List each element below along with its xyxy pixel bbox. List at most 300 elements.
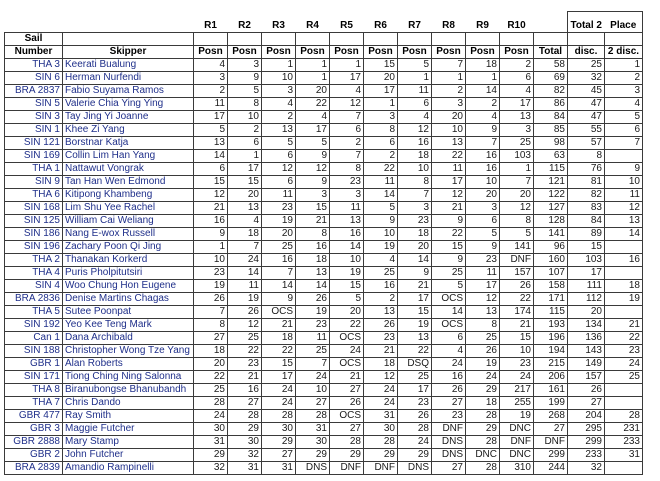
race-position-cell: 255 bbox=[500, 397, 534, 410]
place-2-disc-cell: 28 bbox=[605, 410, 643, 423]
race-label: R5 bbox=[330, 12, 364, 33]
race-position-cell: 21 bbox=[330, 371, 364, 384]
sail-number-cell: SIN 186 bbox=[5, 228, 63, 241]
total-2-disc-cell: 204 bbox=[568, 410, 605, 423]
total-2-disc-cell: 17 bbox=[568, 267, 605, 280]
place-2-disc-cell: 5 bbox=[605, 111, 643, 124]
total-2-disc-cell: 55 bbox=[568, 124, 605, 137]
total-cell: 86 bbox=[534, 98, 568, 111]
race-label: R6 bbox=[364, 12, 398, 33]
results-table bbox=[4, 11, 643, 475]
race-position-cell: 19 bbox=[330, 267, 364, 280]
sail-number-cell: GBR 2888 bbox=[5, 436, 63, 449]
race-position-cell: 27 bbox=[432, 462, 466, 475]
race-position-cell: 16 bbox=[432, 371, 466, 384]
race-position-cell: 19 bbox=[398, 319, 432, 332]
race-position-cell: 24 bbox=[398, 436, 432, 449]
sail-number-cell: BRA 2837 bbox=[5, 85, 63, 98]
place-2-disc-cell bbox=[605, 150, 643, 163]
race-position-cell: 7 bbox=[432, 59, 466, 72]
race-position-cell: OCS bbox=[330, 410, 364, 423]
sail-header-line2: Number bbox=[5, 46, 63, 59]
total-cell: 161 bbox=[534, 384, 568, 397]
table-row bbox=[5, 280, 643, 293]
race-position-cell: 1 bbox=[330, 59, 364, 72]
race-position-cell: 20 bbox=[228, 189, 262, 202]
race-position-cell: 14 bbox=[330, 241, 364, 254]
race-position-cell: 4 bbox=[500, 85, 534, 98]
race-position-cell: 24 bbox=[228, 254, 262, 267]
table-row bbox=[5, 254, 643, 267]
race-position-cell: 6 bbox=[432, 332, 466, 345]
race-position-cell: 7 bbox=[228, 241, 262, 254]
total-cell: 193 bbox=[534, 319, 568, 332]
table-row bbox=[5, 358, 643, 371]
sail-number-cell: GBR 3 bbox=[5, 423, 63, 436]
race-position-cell: 3 bbox=[194, 72, 228, 85]
race-position-cell: 19 bbox=[262, 215, 296, 228]
race-position-cell: 29 bbox=[228, 423, 262, 436]
race-position-cell: 27 bbox=[330, 423, 364, 436]
total-cell: DNF bbox=[534, 436, 568, 449]
race-position-cell: 12 bbox=[466, 293, 500, 306]
race-position-cell: 17 bbox=[432, 176, 466, 189]
race-position-cell: 4 bbox=[194, 59, 228, 72]
race-position-cell: 13 bbox=[466, 306, 500, 319]
race-position-cell: 12 bbox=[296, 163, 330, 176]
sail-number-cell: THA 5 bbox=[5, 306, 63, 319]
table-row bbox=[5, 163, 643, 176]
sail-number-cell: SIN 171 bbox=[5, 371, 63, 384]
race-position-cell: OCS bbox=[330, 332, 364, 345]
race-position-cell: DNF bbox=[364, 462, 398, 475]
race-position-cell: 9 bbox=[466, 124, 500, 137]
place-2-disc-cell bbox=[605, 397, 643, 410]
race-position-cell: 6 bbox=[398, 98, 432, 111]
race-position-cell: 16 bbox=[466, 150, 500, 163]
skipper-cell: Chris Dando bbox=[63, 397, 194, 410]
race-position-cell: OCS bbox=[432, 293, 466, 306]
race-position-cell: DSQ bbox=[398, 358, 432, 371]
race-position-cell: 27 bbox=[432, 397, 466, 410]
table-row bbox=[5, 384, 643, 397]
race-position-cell: 21 bbox=[194, 202, 228, 215]
skipper-cell: Alan Roberts bbox=[63, 358, 194, 371]
table-row bbox=[5, 85, 643, 98]
race-position-cell: 5 bbox=[364, 202, 398, 215]
sail-number-cell: SIN 192 bbox=[5, 319, 63, 332]
total-cell: 121 bbox=[534, 176, 568, 189]
race-position-cell: 24 bbox=[432, 358, 466, 371]
race-position-cell: 26 bbox=[466, 345, 500, 358]
total-cell: 128 bbox=[534, 215, 568, 228]
skipper-cell: Amandio Rampinelli bbox=[63, 462, 194, 475]
race-position-cell: 13 bbox=[296, 267, 330, 280]
race-position-cell: 22 bbox=[500, 293, 534, 306]
race-position-cell: 8 bbox=[500, 215, 534, 228]
table-row bbox=[5, 137, 643, 150]
total-cell: 160 bbox=[534, 254, 568, 267]
race-position-cell: 14 bbox=[228, 267, 262, 280]
race-position-cell: 16 bbox=[398, 137, 432, 150]
race-position-cell: 28 bbox=[364, 436, 398, 449]
race-position-cell: 1 bbox=[228, 150, 262, 163]
place-header-line2: 2 disc. bbox=[605, 46, 643, 59]
race-position-cell: 28 bbox=[228, 410, 262, 423]
race-position-cell: 31 bbox=[364, 410, 398, 423]
race-position-cell: 16 bbox=[330, 228, 364, 241]
race-position-cell: 5 bbox=[228, 85, 262, 98]
race-position-cell: 26 bbox=[364, 319, 398, 332]
race-position-cell: 20 bbox=[194, 358, 228, 371]
race-label: R2 bbox=[228, 12, 262, 33]
total-cell: 171 bbox=[534, 293, 568, 306]
place-2-disc-cell: 18 bbox=[605, 280, 643, 293]
race-position-cell: 26 bbox=[500, 280, 534, 293]
race-position-cell: DNC bbox=[500, 449, 534, 462]
race-position-cell: 13 bbox=[364, 306, 398, 319]
race-position-cell: 11 bbox=[364, 176, 398, 189]
total-2-disc-cell: 25 bbox=[568, 59, 605, 72]
place-2-disc-cell: 7 bbox=[605, 137, 643, 150]
race-position-cell: 7 bbox=[262, 267, 296, 280]
race-position-cell: 18 bbox=[262, 332, 296, 345]
table-row bbox=[5, 72, 643, 85]
race-position-cell: 10 bbox=[228, 111, 262, 124]
column-header-row-2 bbox=[5, 46, 643, 59]
race-position-cell: 11 bbox=[398, 85, 432, 98]
race-position-cell: 15 bbox=[194, 176, 228, 189]
place-2-disc-cell: 21 bbox=[605, 319, 643, 332]
total-2-disc-cell: 136 bbox=[568, 332, 605, 345]
race-position-cell: 21 bbox=[296, 215, 330, 228]
race-position-cell: 29 bbox=[194, 449, 228, 462]
race-position-cell: 3 bbox=[228, 59, 262, 72]
place-2-disc-cell bbox=[605, 306, 643, 319]
race-position-cell: 13 bbox=[432, 137, 466, 150]
race-position-cell: 24 bbox=[194, 410, 228, 423]
race-position-cell: 2 bbox=[194, 85, 228, 98]
race-position-cell: 22 bbox=[296, 98, 330, 111]
race-position-cell: 13 bbox=[262, 124, 296, 137]
place-2-disc-cell: 14 bbox=[605, 228, 643, 241]
race-position-cell: 25 bbox=[398, 371, 432, 384]
table-row bbox=[5, 332, 643, 345]
table-row bbox=[5, 150, 643, 163]
race-position-cell: 12 bbox=[228, 319, 262, 332]
race-position-cell: 10 bbox=[364, 228, 398, 241]
race-position-cell: 25 bbox=[500, 137, 534, 150]
race-position-cell: 28 bbox=[398, 423, 432, 436]
race-position-cell: 18 bbox=[466, 59, 500, 72]
race-position-cell: 1 bbox=[398, 72, 432, 85]
race-position-cell: 16 bbox=[262, 254, 296, 267]
race-position-cell: 12 bbox=[500, 202, 534, 215]
race-position-cell: 7 bbox=[500, 176, 534, 189]
skipper-cell: John Futcher bbox=[63, 449, 194, 462]
total-2-disc-cell: 45 bbox=[568, 85, 605, 98]
total-2-disc-cell: 76 bbox=[568, 163, 605, 176]
total-cell: 58 bbox=[534, 59, 568, 72]
race-position-cell: 4 bbox=[466, 111, 500, 124]
table-row bbox=[5, 319, 643, 332]
place-2-disc-cell: 2 bbox=[605, 72, 643, 85]
race-position-cell: 20 bbox=[398, 241, 432, 254]
race-position-cell: 9 bbox=[194, 228, 228, 241]
race-position-cell: 5 bbox=[262, 137, 296, 150]
total-2-disc-cell: 8 bbox=[568, 150, 605, 163]
table-row bbox=[5, 124, 643, 137]
race-position-cell: 23 bbox=[432, 410, 466, 423]
total-2-disc-cell: 149 bbox=[568, 358, 605, 371]
race-position-cell: 12 bbox=[262, 163, 296, 176]
race-position-cell: 23 bbox=[364, 332, 398, 345]
race-position-cell: 15 bbox=[228, 176, 262, 189]
race-position-cell: 22 bbox=[398, 345, 432, 358]
race-position-cell: 157 bbox=[500, 267, 534, 280]
race-position-cell: 23 bbox=[398, 215, 432, 228]
total-2-disc-cell: 47 bbox=[568, 111, 605, 124]
race-position-cell: 16 bbox=[364, 280, 398, 293]
total-2-disc-cell: 57 bbox=[568, 137, 605, 150]
race-position-cell: 11 bbox=[228, 280, 262, 293]
place-2-disc-cell: 1 bbox=[605, 59, 643, 72]
posn-header: Posn bbox=[262, 46, 296, 59]
race-position-cell: 12 bbox=[330, 98, 364, 111]
race-position-cell: 12 bbox=[398, 124, 432, 137]
race-position-cell: 25 bbox=[432, 267, 466, 280]
race-position-cell: 27 bbox=[228, 397, 262, 410]
table-row bbox=[5, 59, 643, 72]
race-position-cell: 2 bbox=[228, 124, 262, 137]
race-position-cell: 19 bbox=[194, 280, 228, 293]
race-position-cell: 23 bbox=[466, 254, 500, 267]
race-position-cell: 19 bbox=[296, 306, 330, 319]
race-position-cell: 15 bbox=[364, 59, 398, 72]
race-position-cell: 2 bbox=[466, 98, 500, 111]
race-position-cell: 29 bbox=[296, 449, 330, 462]
sail-number-cell: THA 8 bbox=[5, 384, 63, 397]
race-position-cell: 15 bbox=[398, 306, 432, 319]
race-position-cell: 4 bbox=[262, 98, 296, 111]
race-position-cell: DNS bbox=[398, 462, 432, 475]
race-position-cell: 25 bbox=[194, 384, 228, 397]
race-position-cell: 6 bbox=[262, 176, 296, 189]
race-position-cell: 28 bbox=[466, 436, 500, 449]
race-position-cell: 20 bbox=[296, 85, 330, 98]
sail-number-cell: SIN 168 bbox=[5, 202, 63, 215]
race-position-cell: 5 bbox=[330, 293, 364, 306]
race-position-cell: 14 bbox=[364, 189, 398, 202]
total-cell: 194 bbox=[534, 345, 568, 358]
race-position-cell: 12 bbox=[432, 189, 466, 202]
race-position-cell: 28 bbox=[466, 462, 500, 475]
sail-number-cell: THA 3 bbox=[5, 59, 63, 72]
race-position-cell: 28 bbox=[296, 410, 330, 423]
race-position-cell: DNF bbox=[432, 423, 466, 436]
race-position-cell: 3 bbox=[432, 98, 466, 111]
race-position-cell: 1 bbox=[432, 72, 466, 85]
skipper-cell: Nang E-wox Russell bbox=[63, 228, 194, 241]
race-position-cell: 22 bbox=[364, 163, 398, 176]
posn-header: Posn bbox=[364, 46, 398, 59]
skipper-cell: Denise Martins Chagas bbox=[63, 293, 194, 306]
race-position-cell: 9 bbox=[262, 293, 296, 306]
total-2-disc-cell: 233 bbox=[568, 449, 605, 462]
race-position-cell: 25 bbox=[262, 241, 296, 254]
race-position-cell: DNS bbox=[296, 462, 330, 475]
race-position-cell: 18 bbox=[398, 150, 432, 163]
race-position-cell: 17 bbox=[262, 371, 296, 384]
race-position-cell: 24 bbox=[500, 371, 534, 384]
race-position-cell: OCS bbox=[262, 306, 296, 319]
race-position-cell: 15 bbox=[432, 241, 466, 254]
race-position-cell: 17 bbox=[500, 98, 534, 111]
race-position-cell: 5 bbox=[296, 137, 330, 150]
race-position-cell: 22 bbox=[194, 371, 228, 384]
race-position-cell: 23 bbox=[262, 202, 296, 215]
race-position-cell: 10 bbox=[398, 163, 432, 176]
race-position-cell: 1 bbox=[364, 98, 398, 111]
sail-number-cell: SIN 1 bbox=[5, 124, 63, 137]
race-position-cell: 4 bbox=[364, 254, 398, 267]
race-position-cell: 11 bbox=[432, 163, 466, 176]
total-cell: 69 bbox=[534, 72, 568, 85]
table-row bbox=[5, 410, 643, 423]
race-position-cell: 8 bbox=[194, 319, 228, 332]
race-position-cell: DNF bbox=[500, 436, 534, 449]
total-cell: 206 bbox=[534, 371, 568, 384]
race-position-cell: 13 bbox=[330, 215, 364, 228]
race-position-cell: 9 bbox=[432, 254, 466, 267]
total-2-disc-cell: 111 bbox=[568, 280, 605, 293]
total-cell: 63 bbox=[534, 150, 568, 163]
race-position-cell: 12 bbox=[364, 371, 398, 384]
race-position-cell: 21 bbox=[364, 345, 398, 358]
total-cell: 84 bbox=[534, 111, 568, 124]
race-position-cell: 11 bbox=[296, 332, 330, 345]
total-2-disc-cell: 89 bbox=[568, 228, 605, 241]
race-position-cell: 25 bbox=[466, 332, 500, 345]
table-row bbox=[5, 176, 643, 189]
total-2-disc-cell: 134 bbox=[568, 319, 605, 332]
race-position-cell: 31 bbox=[194, 436, 228, 449]
race-position-cell: 6 bbox=[364, 137, 398, 150]
race-position-cell: 21 bbox=[500, 319, 534, 332]
total-2-disc-cell: 81 bbox=[568, 176, 605, 189]
skipper-cell: Christopher Wong Tze Yang bbox=[63, 345, 194, 358]
race-position-cell: 29 bbox=[330, 449, 364, 462]
posn-header: Posn bbox=[330, 46, 364, 59]
race-position-cell: 20 bbox=[262, 228, 296, 241]
race-position-cell: 26 bbox=[228, 306, 262, 319]
race-position-cell: 2 bbox=[330, 137, 364, 150]
race-position-cell: 10 bbox=[262, 72, 296, 85]
posn-header: Posn bbox=[432, 46, 466, 59]
race-position-cell: 14 bbox=[194, 150, 228, 163]
race-position-cell: 2 bbox=[364, 293, 398, 306]
skipper-cell: William Cai Weliang bbox=[63, 215, 194, 228]
race-position-cell: 27 bbox=[296, 397, 330, 410]
race-position-cell: 8 bbox=[398, 176, 432, 189]
race-position-cell: 11 bbox=[262, 189, 296, 202]
place-2-disc-cell: 22 bbox=[605, 332, 643, 345]
race-position-cell: 19 bbox=[500, 410, 534, 423]
race-position-cell: 24 bbox=[262, 384, 296, 397]
race-position-cell: 12 bbox=[194, 189, 228, 202]
race-position-cell: 7 bbox=[330, 150, 364, 163]
total-cell: 98 bbox=[534, 137, 568, 150]
skipper-cell: Borstnar Katja bbox=[63, 137, 194, 150]
place-2-disc-cell: 31 bbox=[605, 449, 643, 462]
table-row bbox=[5, 397, 643, 410]
race-position-cell: 6 bbox=[262, 150, 296, 163]
total-cell: 85 bbox=[534, 124, 568, 137]
total-2-disc-cell: 299 bbox=[568, 436, 605, 449]
race-position-cell: 10 bbox=[500, 345, 534, 358]
race-position-cell: 14 bbox=[466, 85, 500, 98]
total-2-disc-cell: 157 bbox=[568, 371, 605, 384]
race-position-cell: 17 bbox=[398, 384, 432, 397]
posn-header: Posn bbox=[228, 46, 262, 59]
race-position-cell: 6 bbox=[500, 72, 534, 85]
table-row bbox=[5, 423, 643, 436]
sail-number-cell: SIN 196 bbox=[5, 241, 63, 254]
race-position-cell: 18 bbox=[296, 254, 330, 267]
total-2-disc-cell: 32 bbox=[568, 72, 605, 85]
race-position-cell: DNF bbox=[330, 462, 364, 475]
total-cell: 215 bbox=[534, 358, 568, 371]
total-header: Total bbox=[534, 46, 568, 59]
total-cell: 127 bbox=[534, 202, 568, 215]
place-header-line1: Place bbox=[605, 12, 643, 33]
place-2-disc-cell: 3 bbox=[605, 85, 643, 98]
table-row bbox=[5, 345, 643, 358]
race-position-cell: OCS bbox=[330, 358, 364, 371]
race-position-cell: 5 bbox=[466, 228, 500, 241]
total-2-disc-cell: 83 bbox=[568, 202, 605, 215]
race-position-cell: 30 bbox=[296, 436, 330, 449]
table-row bbox=[5, 202, 643, 215]
total-2-disc-cell: 84 bbox=[568, 215, 605, 228]
race-position-cell: 6 bbox=[330, 124, 364, 137]
table-row bbox=[5, 189, 643, 202]
race-position-cell: 24 bbox=[466, 371, 500, 384]
race-position-cell: 28 bbox=[262, 410, 296, 423]
race-position-cell: 31 bbox=[262, 462, 296, 475]
place-2-disc-cell bbox=[605, 267, 643, 280]
race-position-cell: 20 bbox=[466, 189, 500, 202]
race-position-cell: 21 bbox=[228, 371, 262, 384]
total-cell: 244 bbox=[534, 462, 568, 475]
race-position-cell: 8 bbox=[364, 124, 398, 137]
race-position-cell: 30 bbox=[364, 423, 398, 436]
race-position-cell: 11 bbox=[194, 98, 228, 111]
race-position-cell: 4 bbox=[432, 345, 466, 358]
race-position-cell: 23 bbox=[398, 397, 432, 410]
race-position-cell: 4 bbox=[330, 85, 364, 98]
sail-header-line1: Sail bbox=[5, 33, 63, 46]
total-cell: 141 bbox=[534, 228, 568, 241]
race-position-cell: 23 bbox=[500, 358, 534, 371]
race-position-cell: 26 bbox=[432, 384, 466, 397]
skipper-cell: Zachary Poon Qi Jing bbox=[63, 241, 194, 254]
race-position-cell: 15 bbox=[500, 332, 534, 345]
race-position-cell: 7 bbox=[466, 137, 500, 150]
table-row bbox=[5, 98, 643, 111]
race-position-cell: 10 bbox=[330, 254, 364, 267]
race-position-cell: 1 bbox=[500, 163, 534, 176]
